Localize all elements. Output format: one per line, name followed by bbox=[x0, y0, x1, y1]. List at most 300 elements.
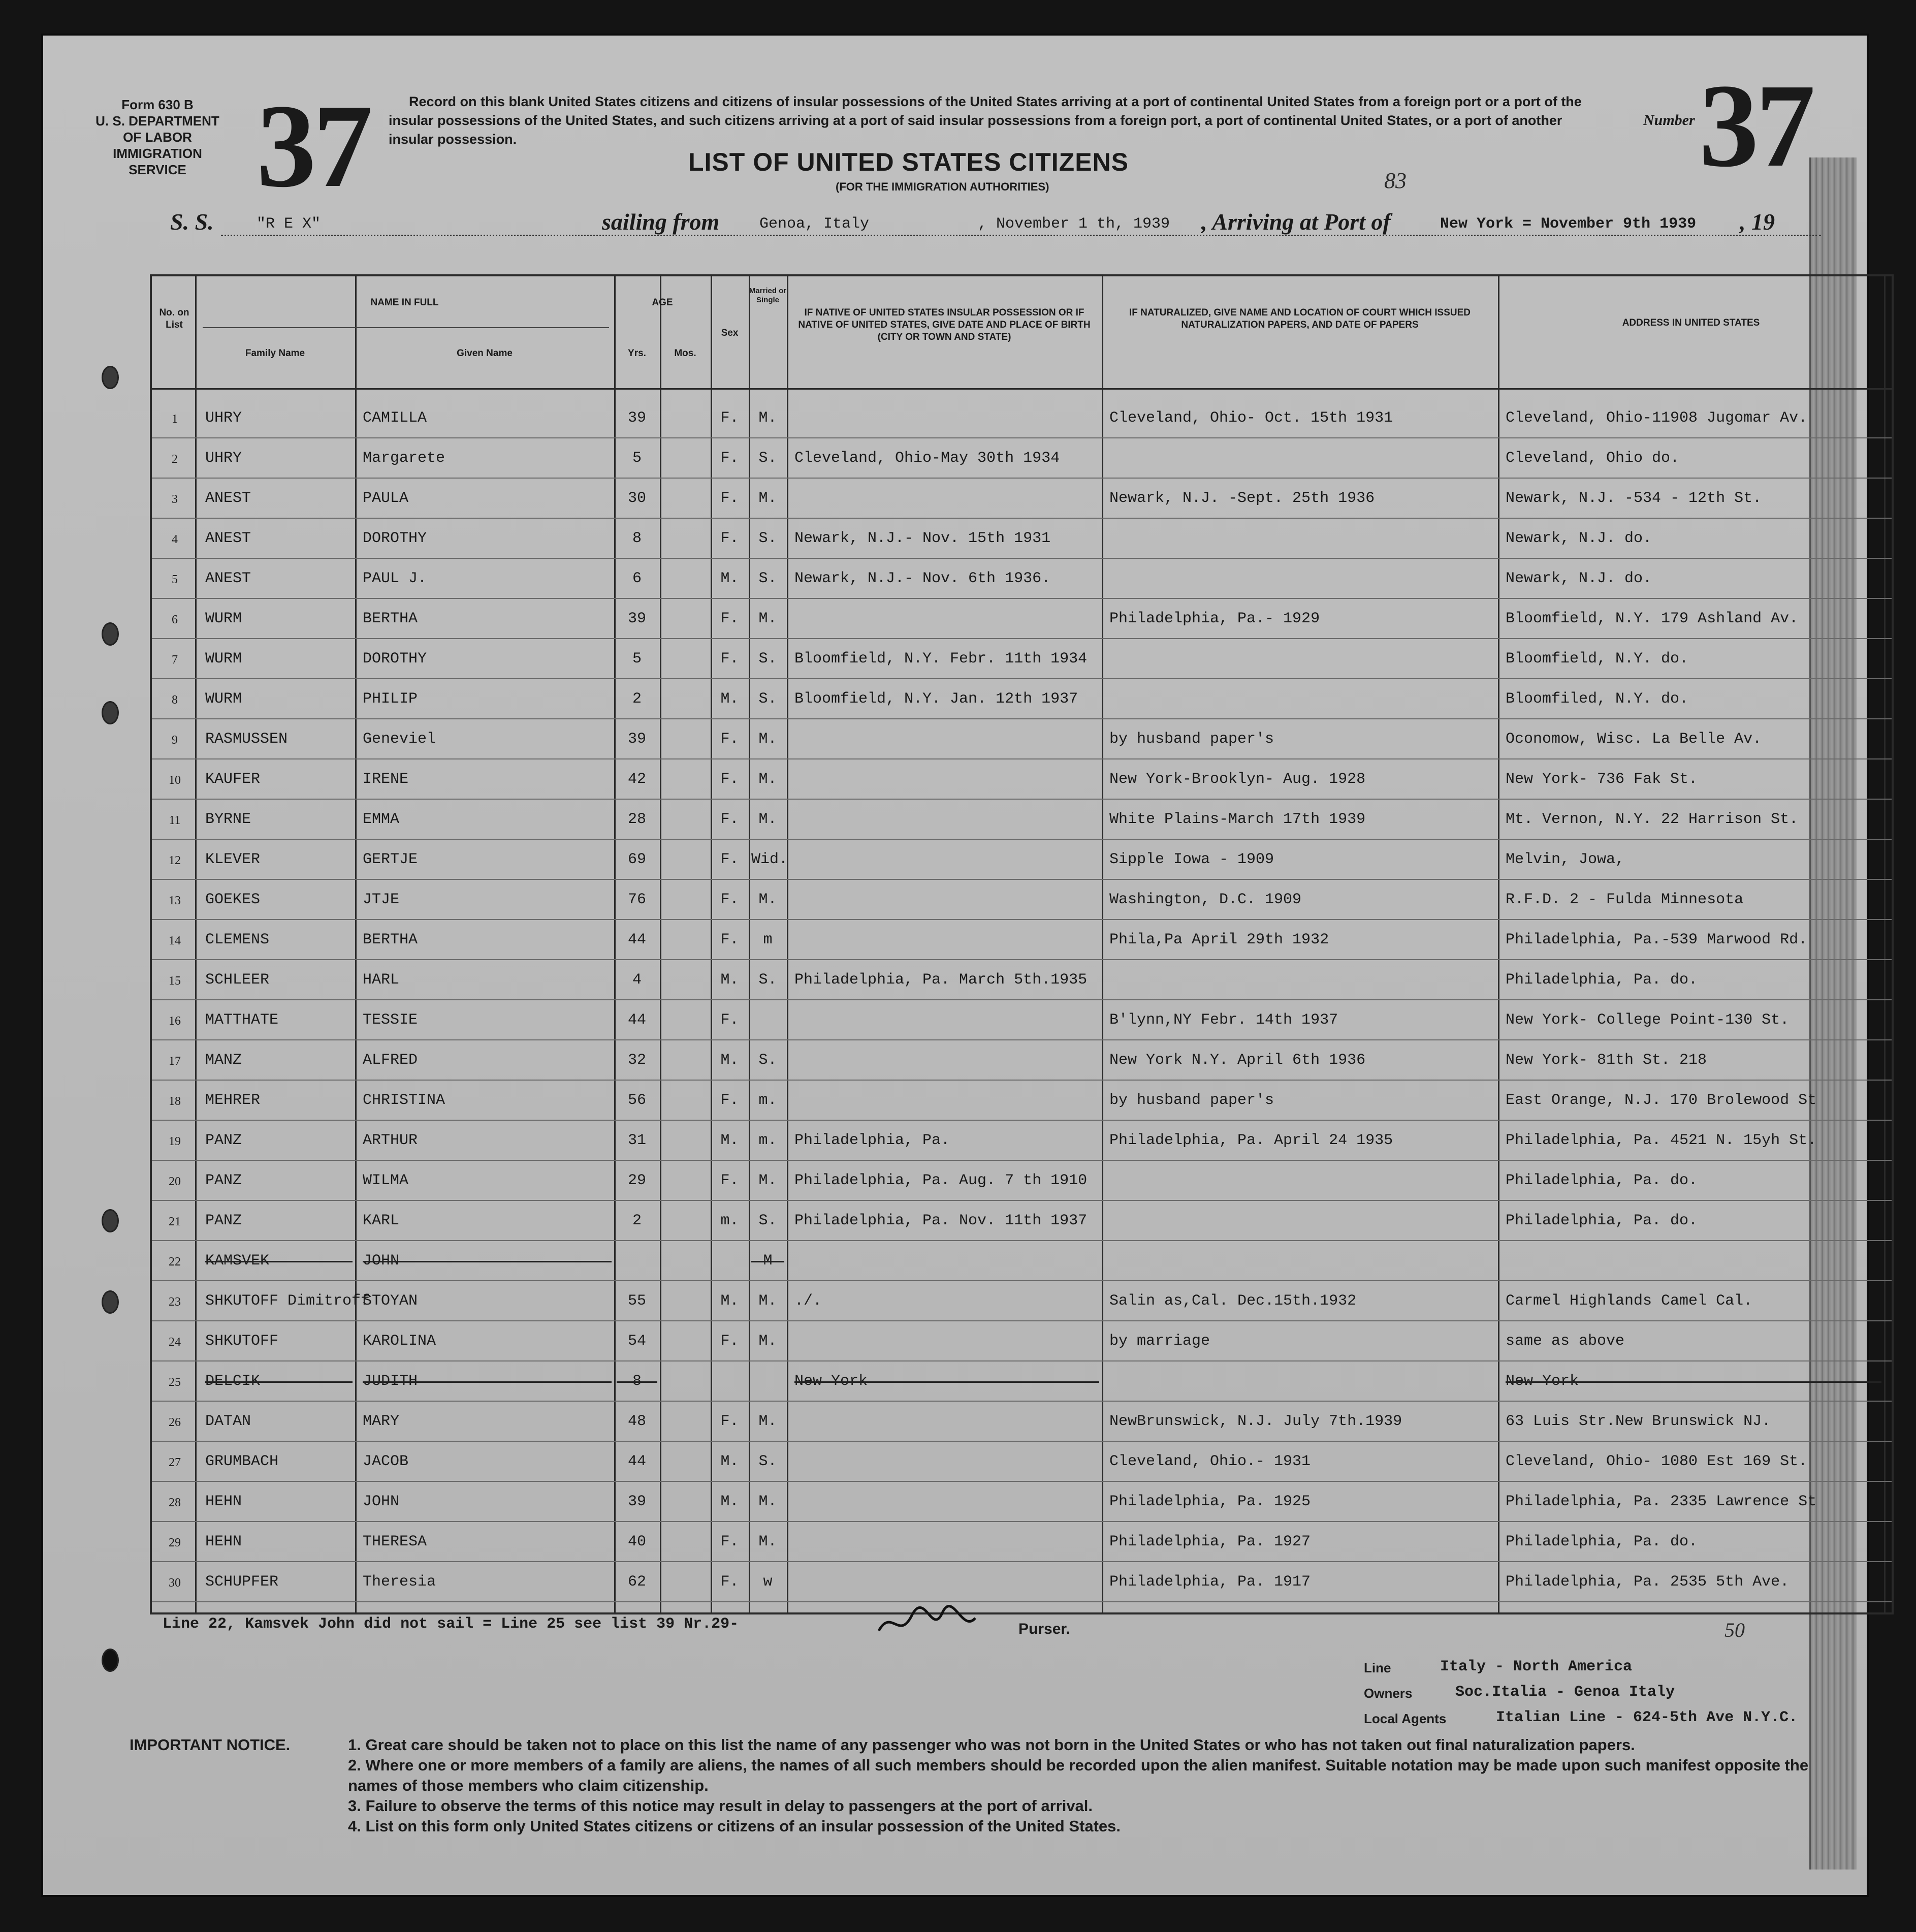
cell-age: 39 bbox=[627, 731, 646, 748]
cell-sex: F. bbox=[720, 610, 739, 627]
cell-ms: M. bbox=[758, 1292, 777, 1310]
cell-addr: Cleveland, Ohio-11908 Jugomar Av. bbox=[1506, 409, 1808, 427]
cell-addr: Carmel Highlands Camel Cal. bbox=[1506, 1292, 1753, 1310]
table-row bbox=[152, 1522, 1892, 1563]
cell-age: 6 bbox=[632, 570, 642, 587]
cell-nat: New York N.Y. April 6th 1936 bbox=[1109, 1052, 1366, 1069]
cell-given: PAULA bbox=[363, 490, 409, 507]
cell-sex: F. bbox=[720, 931, 739, 948]
binder-hole bbox=[102, 622, 119, 646]
page-count: 50 bbox=[1725, 1619, 1745, 1641]
cell-age: 31 bbox=[627, 1132, 646, 1149]
cell-addr: Philadelphia, Pa. 4521 N. 15yh St. bbox=[1506, 1132, 1817, 1149]
cell-given: WILMA bbox=[363, 1172, 409, 1189]
cell-addr: Philadelphia, Pa. 2535 5th Ave. bbox=[1506, 1573, 1790, 1591]
cell-no: 5 bbox=[172, 573, 178, 586]
big-number-left: 37 bbox=[257, 80, 370, 212]
cell-nat: Washington, D.C. 1909 bbox=[1109, 891, 1302, 908]
cell-ms: S. bbox=[758, 1052, 777, 1069]
table-row bbox=[152, 679, 1892, 720]
cell-given: HARL bbox=[363, 971, 400, 989]
table-row bbox=[152, 1281, 1892, 1322]
cell-family: ANEST bbox=[205, 530, 251, 547]
table-row bbox=[152, 1161, 1892, 1201]
ss-label: S. S. bbox=[170, 209, 214, 235]
purser-signature bbox=[876, 1605, 978, 1641]
cell-age: 42 bbox=[627, 771, 646, 788]
cell-given: JOHN bbox=[363, 1252, 612, 1270]
cell-native: Bloomfield, N.Y. Febr. 11th 1934 bbox=[794, 650, 1088, 668]
arriving-label: , Arriving at Port of bbox=[1201, 209, 1391, 235]
cell-addr: New York- College Point-130 St. bbox=[1506, 1011, 1790, 1029]
cell-nat: Philadelphia, Pa. 1927 bbox=[1109, 1533, 1311, 1550]
col-naturalized: IF NATURALIZED, GIVE NAME AND LOCATION OF COURT WHICH ISSUED NATURALIZATION PAPERS, AND DATE OF PAPERS bbox=[1129, 307, 1471, 330]
table-row bbox=[152, 1442, 1892, 1482]
cell-given: JUDITH bbox=[363, 1373, 612, 1390]
cell-ms: S. bbox=[758, 570, 777, 587]
cell-sex: F. bbox=[720, 409, 739, 427]
cell-ms: M. bbox=[758, 610, 777, 627]
cell-sex: F. bbox=[720, 490, 739, 507]
cell-nat: Philadelphia, Pa. 1917 bbox=[1109, 1573, 1311, 1591]
cell-age: 44 bbox=[627, 1453, 646, 1470]
notice-item-4: 4. List on this form only United States citizens or citizens of an insular possession of the United States. bbox=[348, 1817, 1121, 1835]
cell-ms: S. bbox=[758, 650, 777, 668]
cell-no: 8 bbox=[172, 693, 178, 707]
cell-age: 62 bbox=[627, 1573, 646, 1591]
cell-family: WURM bbox=[205, 650, 242, 668]
cell-addr: Philadelphia, Pa. do. bbox=[1506, 1533, 1698, 1550]
table-row bbox=[152, 840, 1892, 880]
form-info bbox=[91, 97, 223, 178]
cell-addr: Philadelphia, Pa. do. bbox=[1506, 1172, 1698, 1189]
cell-age: 28 bbox=[627, 811, 646, 828]
cell-age: 40 bbox=[627, 1533, 646, 1550]
cell-nat: NewBrunswick, N.J. July 7th.1939 bbox=[1109, 1413, 1402, 1430]
cell-family: ANEST bbox=[205, 490, 251, 507]
table-row bbox=[152, 479, 1892, 519]
cell-given: KARL bbox=[363, 1212, 400, 1229]
cell-family: BYRNE bbox=[205, 811, 251, 828]
cell-addr: Newark, N.J. do. bbox=[1506, 570, 1652, 587]
cell-age: 4 bbox=[632, 971, 642, 989]
binder-hole bbox=[102, 701, 119, 724]
table-row bbox=[152, 1201, 1892, 1242]
footer-note: Line 22, Kamsvek John did not sail = Line 25 see list 39 Nr.29- bbox=[163, 1616, 739, 1633]
table-row bbox=[152, 1000, 1892, 1041]
cell-given: ALFRED bbox=[363, 1052, 418, 1069]
notice-item-3: 3. Failure to observe the terms of this notice may result in delay to passengers at the port of arrival. bbox=[348, 1797, 1093, 1815]
cell-addr: R.F.D. 2 - Fulda Minnesota bbox=[1506, 891, 1744, 908]
cell-given: MARY bbox=[363, 1413, 400, 1430]
cell-ms: M. bbox=[758, 1533, 777, 1550]
col-address: ADDRESS IN UNITED STATES bbox=[1622, 318, 1760, 328]
cell-nat: Philadelphia, Pa.- 1929 bbox=[1109, 610, 1320, 627]
cell-family: SHKUTOFF Dimitroff bbox=[205, 1292, 370, 1310]
table-row bbox=[152, 398, 1892, 439]
sailing-label: sailing from bbox=[602, 209, 720, 235]
passenger-table bbox=[150, 274, 1894, 1614]
cell-no: 29 bbox=[169, 1536, 181, 1549]
cell-nat: Newark, N.J. -Sept. 25th 1936 bbox=[1109, 490, 1375, 507]
cell-ms: M bbox=[751, 1252, 784, 1270]
col-years: Yrs. bbox=[628, 348, 646, 359]
cell-no: 12 bbox=[169, 854, 181, 867]
cell-ms: S. bbox=[758, 530, 777, 547]
line-value: Italy - North America bbox=[1440, 1658, 1633, 1675]
cell-given: DOROTHY bbox=[363, 530, 427, 547]
col-family-name: Family Name bbox=[245, 348, 305, 359]
cell-ms: M. bbox=[758, 771, 777, 788]
cell-sex: F. bbox=[720, 450, 739, 467]
cell-no: 4 bbox=[172, 533, 178, 546]
cell-addr: Cleveland, Ohio do. bbox=[1506, 450, 1680, 467]
cell-given: CHRISTINA bbox=[363, 1092, 445, 1109]
cell-sex: F. bbox=[720, 891, 739, 908]
cell-sex: M. bbox=[720, 1453, 739, 1470]
cell-family: WURM bbox=[205, 690, 242, 708]
cell-ms: M. bbox=[758, 1413, 777, 1430]
cell-age: 56 bbox=[627, 1092, 646, 1109]
cell-sex: F. bbox=[720, 1533, 739, 1550]
cell-family: MANZ bbox=[205, 1052, 242, 1069]
cell-no: 22 bbox=[169, 1255, 181, 1269]
cell-sex: M. bbox=[720, 570, 739, 587]
binder-hole bbox=[102, 1290, 119, 1314]
cell-sex: F. bbox=[720, 1172, 739, 1189]
cell-nat: Cleveland, Ohio.- 1931 bbox=[1109, 1453, 1311, 1470]
cell-given: KAROLINA bbox=[363, 1333, 436, 1350]
cell-sex: F. bbox=[720, 1092, 739, 1109]
cell-nat: by husband paper's bbox=[1109, 731, 1274, 748]
cell-addr: 63 Luis Str.New Brunswick NJ. bbox=[1506, 1413, 1771, 1430]
binder-hole bbox=[102, 1649, 119, 1672]
cell-sex: F. bbox=[720, 650, 739, 668]
col-sex: Sex bbox=[721, 328, 739, 338]
cell-native: Philadelphia, Pa. bbox=[794, 1132, 950, 1149]
cell-addr: New York bbox=[1506, 1373, 1881, 1390]
table-row bbox=[152, 1081, 1892, 1121]
cell-given: JOHN bbox=[363, 1493, 400, 1510]
sailing-date: , November 1 th, 1939 bbox=[978, 215, 1170, 233]
col-months: Mos. bbox=[674, 348, 696, 359]
cell-native: Newark, N.J.- Nov. 15th 1931 bbox=[794, 530, 1051, 547]
service-name: IMMIGRATION SERVICE bbox=[113, 146, 202, 177]
cell-no: 25 bbox=[169, 1376, 181, 1389]
cell-no: 6 bbox=[172, 613, 178, 626]
cell-addr: Philadelphia, Pa. do. bbox=[1506, 971, 1698, 989]
cell-addr: Mt. Vernon, N.Y. 22 Harrison St. bbox=[1506, 811, 1799, 828]
cell-family: MATTHATE bbox=[205, 1011, 279, 1029]
cell-sex: M. bbox=[720, 1292, 739, 1310]
cell-family: DATAN bbox=[205, 1413, 251, 1430]
cell-sex: M. bbox=[720, 1052, 739, 1069]
cell-no: 21 bbox=[169, 1215, 181, 1228]
cell-no: 19 bbox=[169, 1135, 181, 1148]
cell-nat: White Plains-March 17th 1939 bbox=[1109, 811, 1366, 828]
cell-given: BERTHA bbox=[363, 610, 418, 627]
cell-given: Geneviel bbox=[363, 731, 436, 748]
col-no: No. on List bbox=[159, 307, 189, 330]
header-paragraph: Record on this blank United States citizens and citizens of insular possessions of the United States arriving at a port of continental United States from a foreign port or a port of the insular possessions of the United States, and such citizens arriving at a port of said insular possessions from a foreign port, a port of continental United States, or a port of another insular possession. bbox=[389, 94, 1582, 147]
cell-age: 29 bbox=[627, 1172, 646, 1189]
cell-age: 32 bbox=[627, 1052, 646, 1069]
cell-ms: M. bbox=[758, 490, 777, 507]
cell-sex: F. bbox=[720, 771, 739, 788]
voyage-line bbox=[170, 208, 1821, 239]
cell-given: Margarete bbox=[363, 450, 445, 467]
cell-age: 39 bbox=[627, 610, 646, 627]
cell-age: 5 bbox=[632, 650, 642, 668]
cell-ms: S. bbox=[758, 1212, 777, 1229]
cell-family: MEHRER bbox=[205, 1092, 261, 1109]
table-row bbox=[152, 1241, 1892, 1282]
cell-family: PANZ bbox=[205, 1172, 242, 1189]
owners-label: Owners bbox=[1364, 1686, 1413, 1701]
cell-family: KAMSVEK bbox=[205, 1252, 353, 1270]
cell-age: 2 bbox=[632, 690, 642, 708]
cell-nat: B'lynn,NY Febr. 14th 1937 bbox=[1109, 1011, 1338, 1029]
cell-family: SCHLEER bbox=[205, 971, 270, 989]
cell-ms: M. bbox=[758, 731, 777, 748]
cell-addr: Bloomfiled, N.Y. do. bbox=[1506, 690, 1689, 708]
cell-no: 7 bbox=[172, 653, 178, 667]
owners-value: Soc.Italia - Genoa Italy bbox=[1455, 1684, 1675, 1701]
cell-given: JTJE bbox=[363, 891, 400, 908]
table-row bbox=[152, 1321, 1892, 1362]
cell-no: 16 bbox=[169, 1015, 181, 1028]
cell-sex: F. bbox=[720, 1573, 739, 1591]
cell-nat: Cleveland, Ohio- Oct. 15th 1931 bbox=[1109, 409, 1393, 427]
cell-no: 15 bbox=[169, 974, 181, 988]
cell-given: Theresia bbox=[363, 1573, 436, 1591]
cell-sex: F. bbox=[720, 530, 739, 547]
cell-given: TESSIE bbox=[363, 1011, 418, 1029]
cell-family: KAUFER bbox=[205, 771, 261, 788]
cell-ms: m. bbox=[758, 1092, 777, 1109]
table-row bbox=[152, 559, 1892, 599]
binder-hole bbox=[102, 366, 119, 389]
cell-given: CAMILLA bbox=[363, 409, 427, 427]
cell-ms: Wid. bbox=[751, 851, 788, 868]
cell-ms: S. bbox=[758, 690, 777, 708]
table-row bbox=[152, 880, 1892, 921]
table-row bbox=[152, 438, 1892, 479]
cell-no: 17 bbox=[169, 1055, 181, 1068]
cell-nat: Philadelphia, Pa. 1925 bbox=[1109, 1493, 1311, 1510]
cell-ms: M. bbox=[758, 891, 777, 908]
agents-label: Local Agents bbox=[1364, 1711, 1447, 1726]
cell-no: 10 bbox=[169, 774, 181, 787]
cell-age: 54 bbox=[627, 1333, 646, 1350]
cell-sex: M. bbox=[720, 1493, 739, 1510]
cell-age: 2 bbox=[632, 1212, 642, 1229]
cell-family: RASMUSSEN bbox=[205, 731, 288, 748]
cell-ms: M. bbox=[758, 811, 777, 828]
cell-native: Newark, N.J.- Nov. 6th 1936. bbox=[794, 570, 1051, 587]
cell-nat: by marriage bbox=[1109, 1333, 1210, 1350]
cell-family: SCHUPFER bbox=[205, 1573, 279, 1591]
table-row bbox=[152, 1482, 1892, 1523]
cell-addr: Philadelphia, Pa.-539 Marwood Rd. bbox=[1506, 931, 1808, 948]
col-given-name: Given Name bbox=[457, 348, 513, 359]
cell-family: HEHN bbox=[205, 1533, 242, 1550]
table-row bbox=[152, 1040, 1892, 1081]
cell-native: New York bbox=[794, 1373, 1099, 1390]
col-name-in-full: NAME IN FULL bbox=[370, 297, 439, 308]
cell-age: 48 bbox=[627, 1413, 646, 1430]
cell-native: Bloomfield, N.Y. Jan. 12th 1937 bbox=[794, 690, 1078, 708]
cell-nat: by husband paper's bbox=[1109, 1092, 1274, 1109]
cell-addr: Bloomfield, N.Y. 179 Ashland Av. bbox=[1506, 610, 1799, 627]
cell-age: 30 bbox=[627, 490, 646, 507]
cell-age: 44 bbox=[627, 1011, 646, 1029]
table-row bbox=[152, 1121, 1892, 1161]
cell-given: PHILIP bbox=[363, 690, 418, 708]
cell-sex: M. bbox=[720, 690, 739, 708]
cell-no: 24 bbox=[169, 1336, 181, 1349]
cell-given: IRENE bbox=[363, 771, 409, 788]
cell-no: 20 bbox=[169, 1175, 181, 1188]
cell-given: BERTHA bbox=[363, 931, 418, 948]
cell-sex: F. bbox=[720, 1413, 739, 1430]
handwritten-number: 83 bbox=[1384, 168, 1407, 193]
number-label: Number bbox=[1643, 112, 1695, 129]
cell-native: Philadelphia, Pa. March 5th.1935 bbox=[794, 971, 1088, 989]
cell-sex: F. bbox=[720, 851, 739, 868]
cell-family: GOEKES bbox=[205, 891, 261, 908]
cell-nat: New York-Brooklyn- Aug. 1928 bbox=[1109, 771, 1366, 788]
table-row bbox=[152, 519, 1892, 559]
cell-addr: Newark, N.J. do. bbox=[1506, 530, 1652, 547]
cell-nat: Sipple Iowa - 1909 bbox=[1109, 851, 1274, 868]
department-name: U. S. DEPARTMENT OF LABOR bbox=[95, 113, 219, 145]
cell-age: 76 bbox=[627, 891, 646, 908]
cell-addr: New York- 81th St. 218 bbox=[1506, 1052, 1707, 1069]
cell-no: 14 bbox=[169, 934, 181, 947]
table-row bbox=[152, 719, 1892, 760]
year-suffix: , 19 bbox=[1740, 209, 1775, 235]
cell-given: DOROTHY bbox=[363, 650, 427, 668]
cell-addr: Philadelphia, Pa. 2335 Lawrence St bbox=[1506, 1493, 1817, 1510]
cell-no: 13 bbox=[169, 894, 181, 907]
cell-family: SHKUTOFF bbox=[205, 1333, 279, 1350]
cell-no: 9 bbox=[172, 734, 178, 747]
cell-age: 39 bbox=[627, 1493, 646, 1510]
arrival-port: New York = November 9th 1939 bbox=[1440, 215, 1697, 233]
cell-native: Philadelphia, Pa. Aug. 7 th 1910 bbox=[794, 1172, 1088, 1189]
cell-ms: S. bbox=[758, 450, 777, 467]
cell-ms: M. bbox=[758, 409, 777, 427]
cell-addr: East Orange, N.J. 170 Brolewood St bbox=[1506, 1092, 1817, 1109]
cell-family: WURM bbox=[205, 610, 242, 627]
cell-family: ANEST bbox=[205, 570, 251, 587]
cell-given: EMMA bbox=[363, 811, 400, 828]
list-title: LIST OF UNITED STATES CITIZENS bbox=[688, 148, 1129, 176]
cell-ms: M. bbox=[758, 1493, 777, 1510]
cell-family: DELCIK bbox=[205, 1373, 353, 1390]
cell-addr: Cleveland, Ohio- 1080 Est 169 St. bbox=[1506, 1453, 1808, 1470]
cell-family: UHRY bbox=[205, 409, 242, 427]
cell-addr: same as above bbox=[1506, 1333, 1625, 1350]
cell-addr: Bloomfield, N.Y. do. bbox=[1506, 650, 1689, 668]
cell-age: 69 bbox=[627, 851, 646, 868]
cell-ms: S. bbox=[758, 971, 777, 989]
cell-given: GERTJE bbox=[363, 851, 418, 868]
cell-family: PANZ bbox=[205, 1212, 242, 1229]
cell-no: 28 bbox=[169, 1496, 181, 1509]
cell-no: 23 bbox=[169, 1295, 181, 1309]
cell-nat: Phila,Pa April 29th 1932 bbox=[1109, 931, 1329, 948]
cell-sex: F. bbox=[720, 731, 739, 748]
cell-no: 26 bbox=[169, 1416, 181, 1429]
table-row bbox=[152, 759, 1892, 800]
table-row bbox=[152, 800, 1892, 840]
cell-no: 3 bbox=[172, 493, 178, 506]
cell-family: PANZ bbox=[205, 1132, 242, 1149]
cell-given: STOYAN bbox=[363, 1292, 418, 1310]
line-label: Line bbox=[1364, 1660, 1391, 1675]
manifest-page bbox=[43, 36, 1867, 1895]
cell-age: 55 bbox=[627, 1292, 646, 1310]
cell-ms: M. bbox=[758, 1172, 777, 1189]
table-row bbox=[152, 960, 1892, 1001]
cell-ms: S. bbox=[758, 1453, 777, 1470]
cell-ms: m bbox=[763, 931, 773, 948]
table-row bbox=[152, 1361, 1892, 1402]
cell-family: KLEVER bbox=[205, 851, 261, 868]
cell-sex: M. bbox=[720, 1132, 739, 1149]
cell-nat: Philadelphia, Pa. April 24 1935 bbox=[1109, 1132, 1393, 1149]
cell-native: Cleveland, Ohio-May 30th 1934 bbox=[794, 450, 1060, 467]
notice-item-2: 2. Where one or more members of a family are aliens, the names of all such members should be recorded upon the alien manifest. Suitable notation may be made upon such manifest opposite the names of those members who claim citizenship. bbox=[348, 1756, 1809, 1794]
agents-value: Italian Line - 624-5th Ave N.Y.C. bbox=[1496, 1709, 1798, 1726]
cell-sex: M. bbox=[720, 971, 739, 989]
cell-given: ARTHUR bbox=[363, 1132, 418, 1149]
notice-item-1: 1. Great care should be taken not to place on this list the name of any passenger who was not born in the United States or who has not taken out final naturalization papers. bbox=[348, 1736, 1635, 1754]
cell-ms: m. bbox=[758, 1132, 777, 1149]
line-info bbox=[1364, 1656, 1821, 1732]
cell-sex: F. bbox=[720, 811, 739, 828]
cell-family: UHRY bbox=[205, 450, 242, 467]
cell-nat: Salin as,Cal. Dec.15th.1932 bbox=[1109, 1292, 1357, 1310]
cell-age: 8 bbox=[632, 530, 642, 547]
cell-given: JACOB bbox=[363, 1453, 409, 1470]
cell-family: CLEMENS bbox=[205, 931, 270, 948]
cell-given: THERESA bbox=[363, 1533, 427, 1550]
col-native: IF NATIVE OF UNITED STATES INSULAR POSSESSION OR IF NATIVE OF UNITED STATES, GIVE DATE AND PLACE OF BIRTH (CITY OR TOWN AND STATE) bbox=[798, 307, 1091, 342]
ship-name: "R E X" bbox=[257, 215, 321, 233]
binder-hole bbox=[102, 1209, 119, 1232]
cell-sex: m. bbox=[720, 1212, 739, 1229]
cell-age: 5 bbox=[632, 450, 642, 467]
cell-sex: F. bbox=[720, 1333, 739, 1350]
notice-heading: IMPORTANT NOTICE. bbox=[130, 1736, 291, 1754]
cell-addr: Melvin, Jowa, bbox=[1506, 851, 1625, 868]
table-row bbox=[152, 639, 1892, 680]
cell-age: 44 bbox=[627, 931, 646, 948]
cell-no: 30 bbox=[169, 1576, 181, 1590]
cell-no: 11 bbox=[169, 814, 181, 827]
table-row bbox=[152, 599, 1892, 640]
cell-family: GRUMBACH bbox=[205, 1453, 279, 1470]
cell-no: 1 bbox=[172, 413, 178, 426]
cell-ms: M. bbox=[758, 1333, 777, 1350]
cell-given: PAUL J. bbox=[363, 570, 427, 587]
cell-no: 27 bbox=[169, 1456, 181, 1469]
cell-sex: F. bbox=[720, 1011, 739, 1029]
cell-addr: Oconomow, Wisc. La Belle Av. bbox=[1506, 731, 1762, 748]
